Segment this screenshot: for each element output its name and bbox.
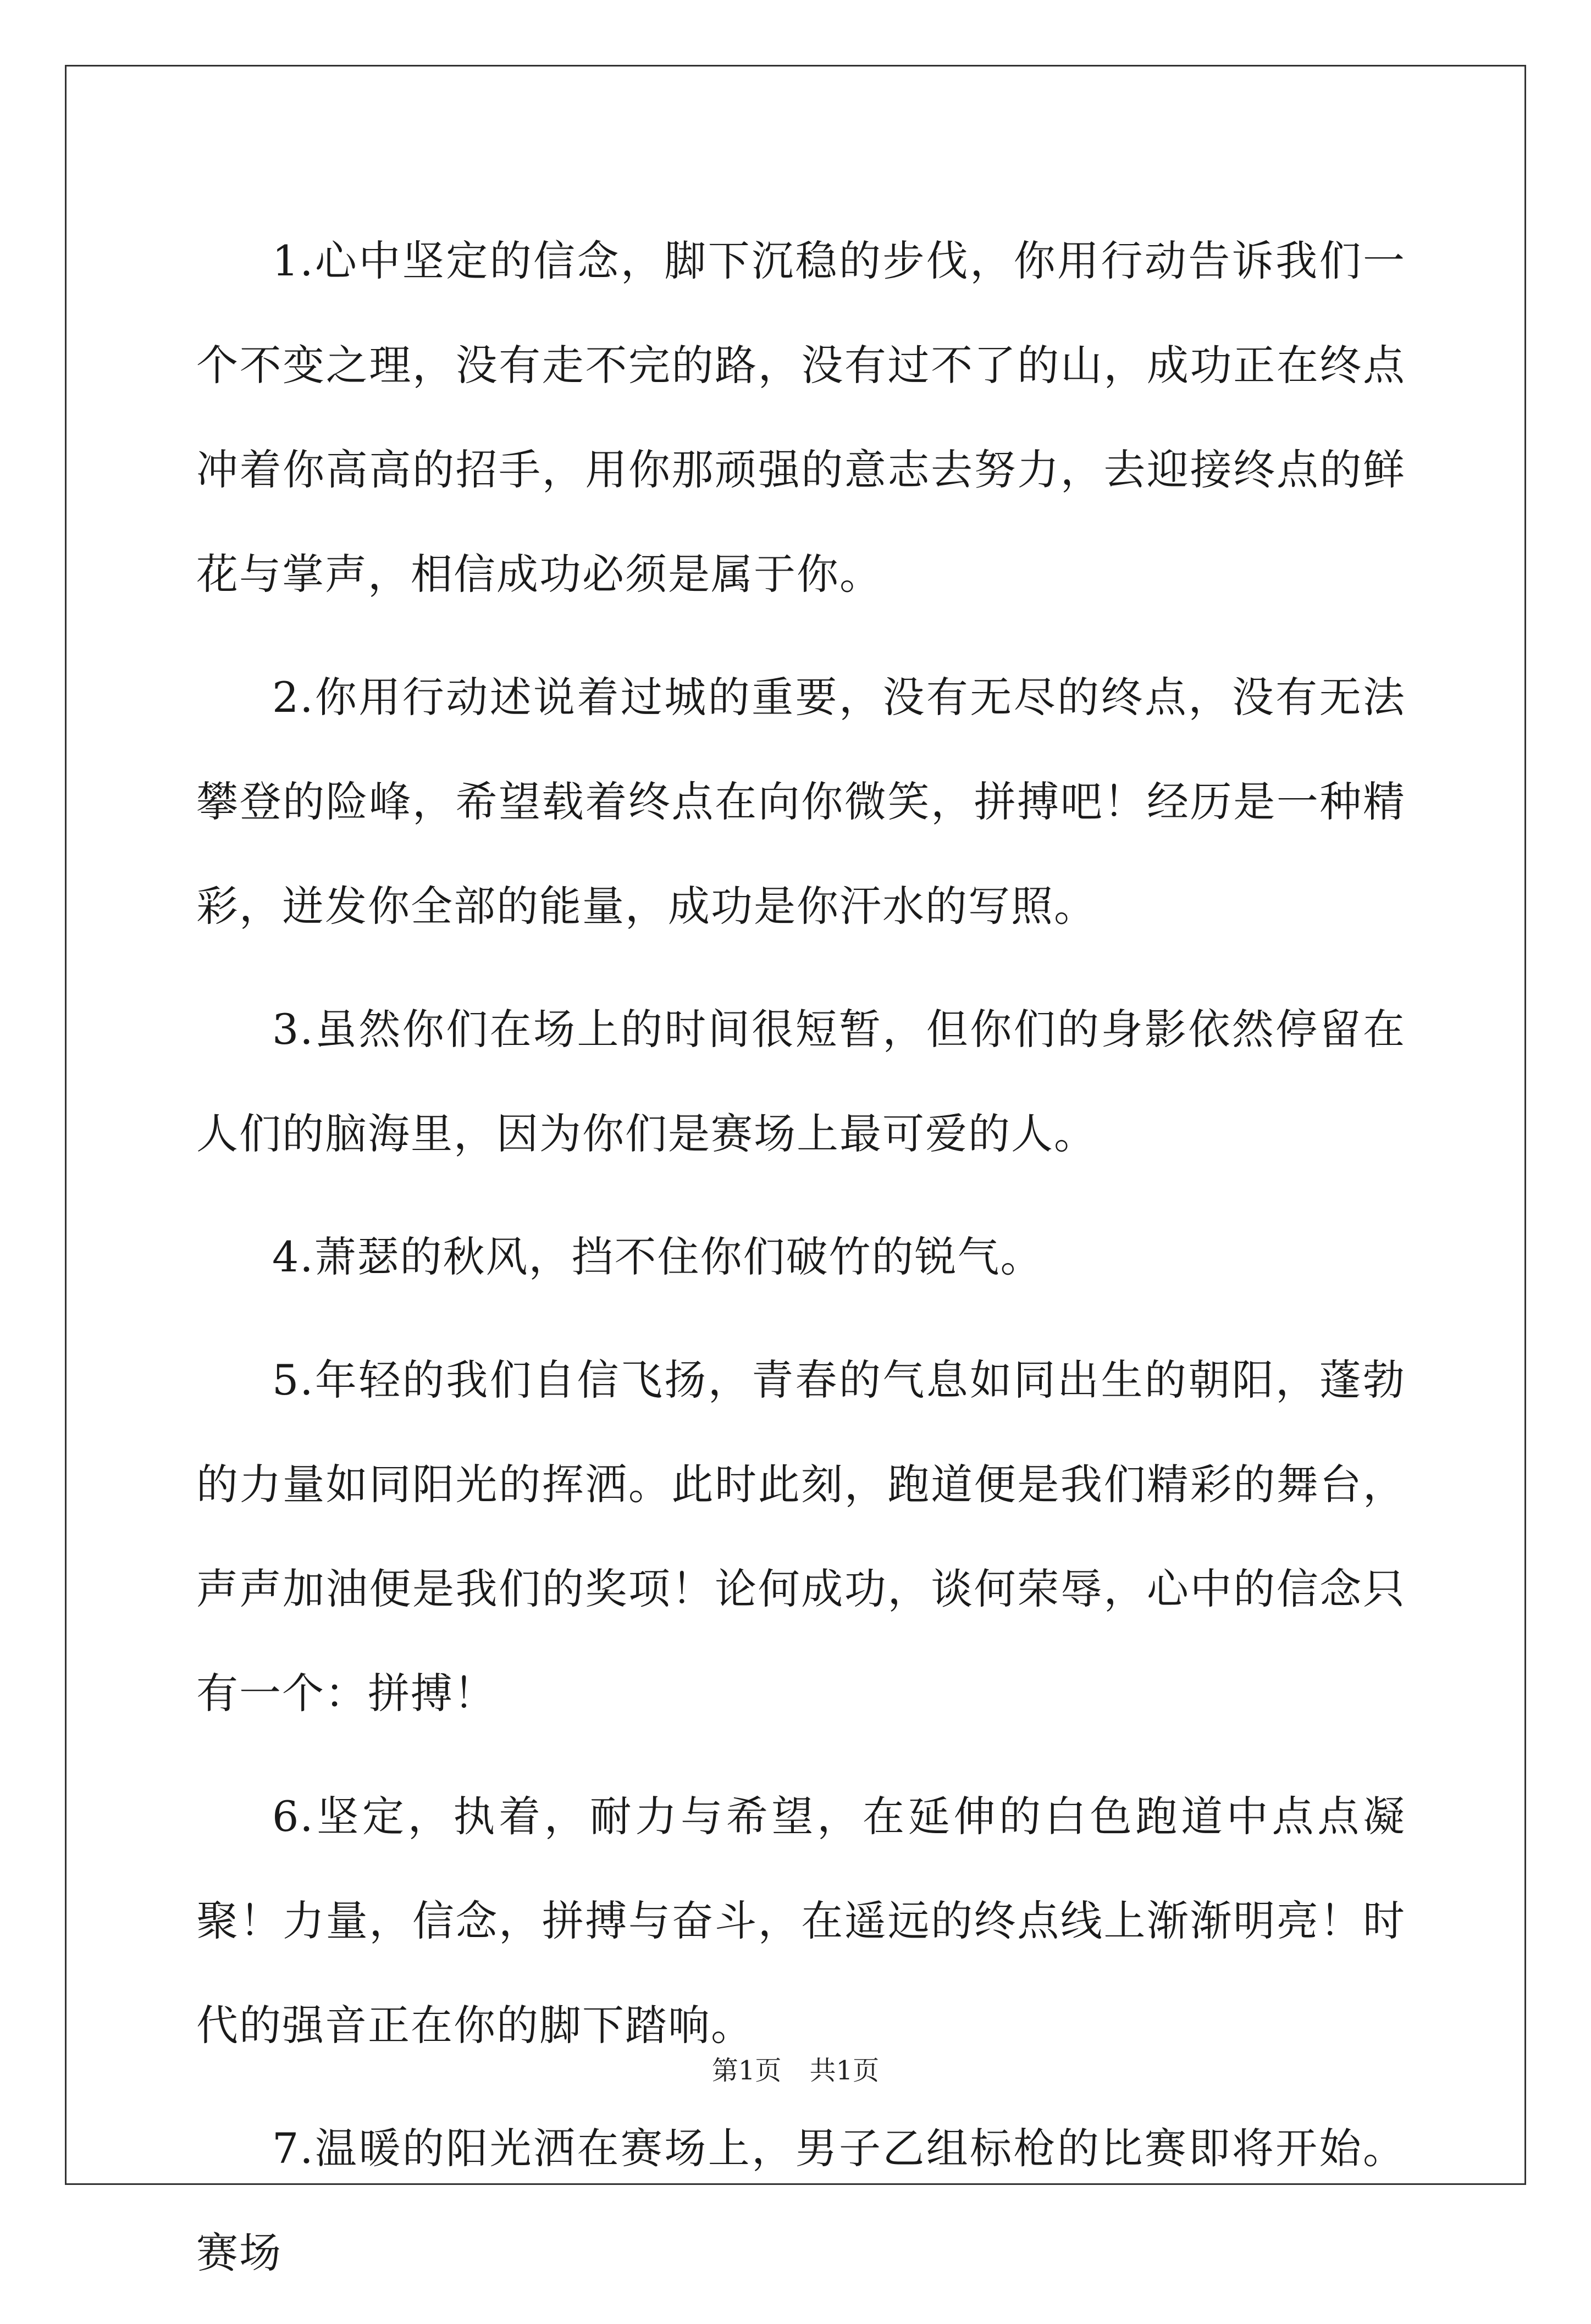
paragraph-7: 7.温暖的阳光洒在赛场上，男子乙组标枪的比赛即将开始。赛场 bbox=[196, 2124, 1406, 2277]
paragraph-5: 5.年轻的我们自信飞扬，青春的气息如同出生的朝阳，蓬勃的力量如同阳光的挥洒。此时此刻，跑道便是我们精彩的舞台，声声加油便是我们的奖项！论何成功，谈何荣辱，心中的信念只有一个：拼搏！ bbox=[196, 1355, 1406, 1718]
document-body bbox=[196, 209, 1406, 2324]
paragraph-4: 4.萧瑟的秋风，挡不住你们破竹的锐气。 bbox=[272, 1232, 1043, 1281]
page-number-current: 第1页 bbox=[711, 2055, 782, 2086]
paragraph-3: 3.虽然你们在场上的时间很短暂，但你们的身影依然停留在人们的脑海里，因为你们是赛场上最可爱的人。 bbox=[196, 1005, 1406, 1158]
paragraph-1: 1.心中坚定的信念，脚下沉稳的步伐，你用行动告诉我们一个不变之理，没有走不完的路，没有过不了的山，成功正在终点冲着你高高的招手，用你那顽强的意志去努力，去迎接终点的鲜花与掌声，相信成功必须是属于你。 bbox=[196, 236, 1406, 599]
paragraph-6: 6.坚定，执着，耐力与希望，在延伸的白色跑道中点点凝聚！力量，信念，拼搏与奋斗，在遥远的终点线上渐渐明亮！时代的强音正在你的脚下踏响。 bbox=[196, 1792, 1406, 2050]
page-number-total: 共1页 bbox=[809, 2055, 880, 2086]
page-footer bbox=[0, 2049, 1591, 2087]
paragraph-2: 2.你用行动述说着过城的重要，没有无尽的终点，没有无法攀登的险峰，希望载着终点在向你微笑，拼搏吧！经历是一种精彩，迸发你全部的能量，成功是你汗水的写照。 bbox=[196, 673, 1406, 931]
